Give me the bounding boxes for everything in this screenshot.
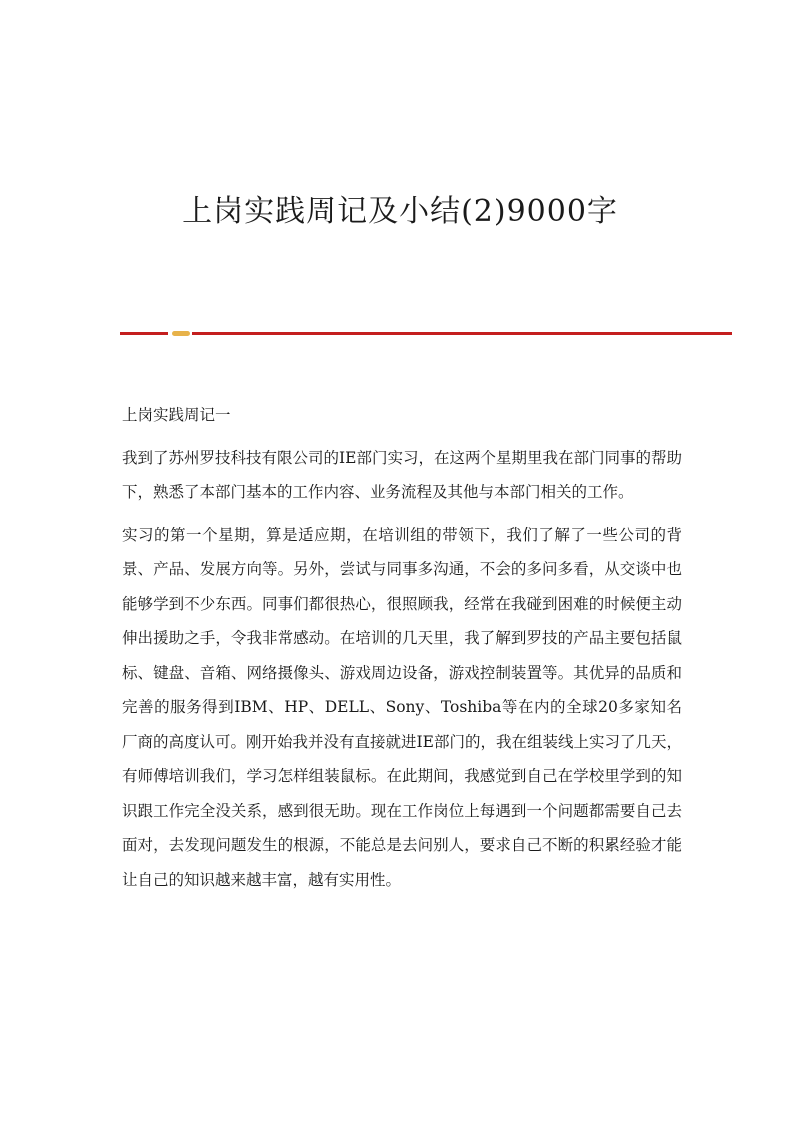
document-title: 上岗实践周记及小结(2)9000字 — [182, 194, 618, 229]
divider-line-right — [192, 332, 732, 335]
document-body — [122, 398, 682, 905]
title-divider — [120, 331, 732, 335]
paragraph-1: 我到了苏州罗技科技有限公司的IE部门实习，在这两个星期里我在部门同事的帮助下，熟悉了本部门基本的工作内容、业务流程及其他与本部门相关的工作。 — [122, 448, 682, 501]
paragraph-2: 实习的第一个星期，算是适应期，在培训组的带领下，我们了解了一些公司的背景、产品、发展方向等。另外，尝试与同事多沟通，不会的多问多看，从交谈中也能够学到不少东西。同事们都很热心，很照顾我，经常在我碰到困难的时候便主动伸出援助之手，令我非常感动。在培训的几天里，我了解到罗技的产品主要包括鼠标、键盘、音箱、网络摄像头、游戏周边设备，游戏控制装置等。其优异的品质和完善的服务得到IBM、HP、DELL、Sony、Toshiba等在内的全球20多家知名厂商的高度认可。刚开始我并没有直接就进IE部门的，我在组装线上实习了几天，有师傅培训我们，学习怎样组装鼠标。在此期间，我感觉到自己在学校里学到的知识跟工作完全没关系，感到很无助。现在工作岗位上每遇到一个问题都需要自己去面对，去发现问题发生的根源，不能总是去问别人，要求自己不断的积累经验才能让自己的知识越来越丰富，越有实用性。 — [122, 525, 682, 889]
section-heading: 上岗实践周记一 — [122, 406, 231, 424]
divider-line-left — [120, 332, 168, 335]
divider-ornament-icon — [172, 331, 190, 336]
